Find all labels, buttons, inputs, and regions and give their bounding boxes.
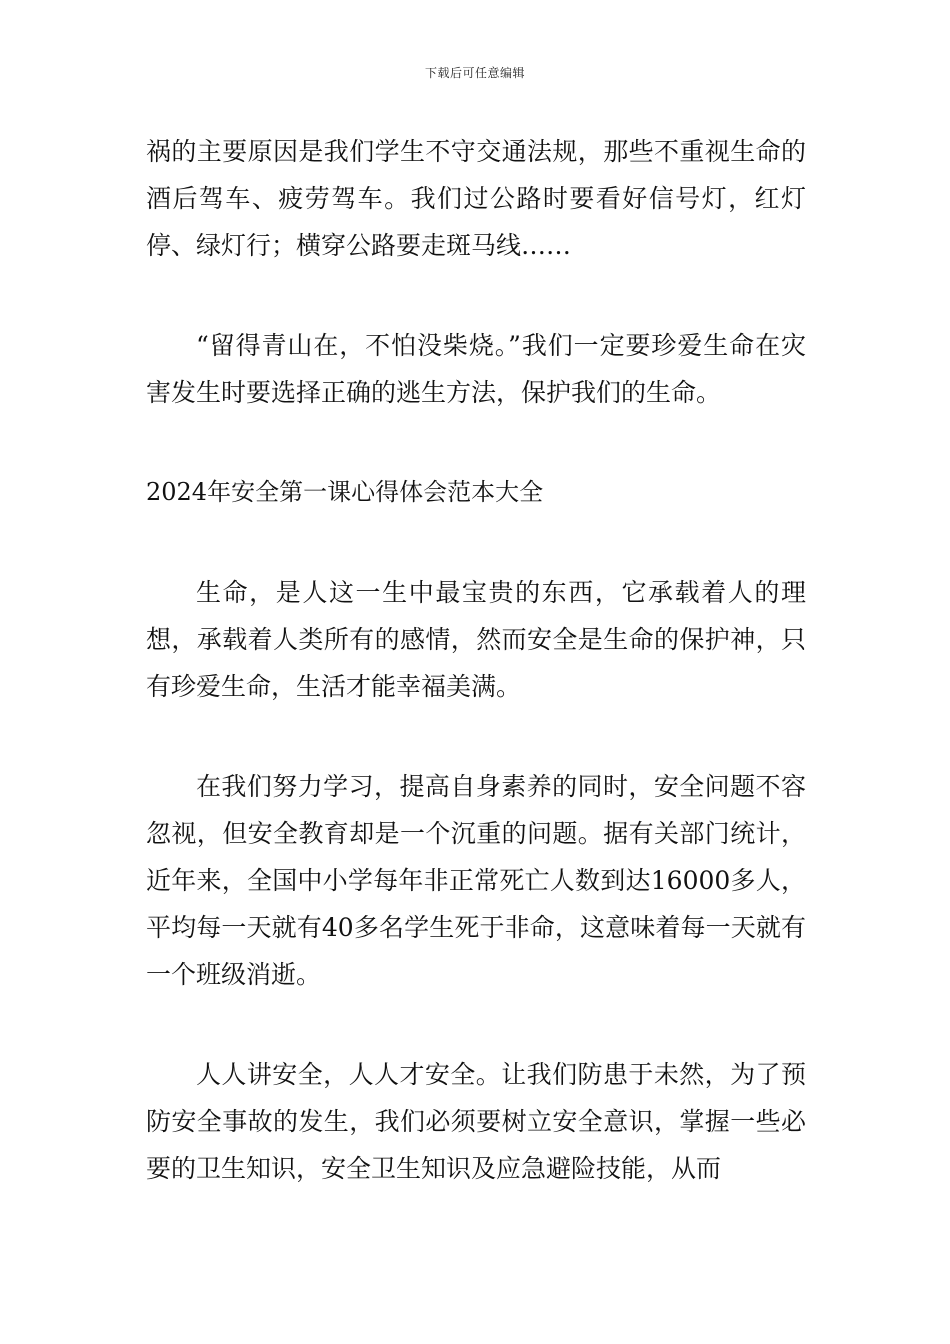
paragraph-safety-awareness: 人人讲安全，人人才安全。让我们防患于未然，为了预防安全事故的发生，我们必须要树立安全意识，掌握一些必要的卫生知识，安全卫生知识及应急避险技能，从而 [146,1060,806,1183]
document-body [146,128,806,1192]
paragraph-gap [146,269,806,322]
paragraph-traffic-rules: 祸的主要原因是我们学生不守交通法规，那些不重视生命的酒后驾车、疲劳驾车。我们过公路时要看好信号灯，红灯停、绿灯行；横穿公路要走斑马线…… [146,137,806,260]
paragraph-gap [146,710,806,763]
page-header: 下载后可任意编辑 [424,66,525,80]
section-heading: 2024年安全第一课心得体会范本大全 [146,478,544,506]
paragraph-gap [146,516,806,569]
paragraph-cherish-life: “留得青山在，不怕没柴烧。”我们一定要珍爱生命在灾害发生时要选择正确的逃生方法，保护我们的生命。 [146,331,806,407]
paragraph-gap [146,416,806,469]
paragraph-life-precious: 生命，是人这一生中最宝贵的东西，它承载着人的理想，承载着人类所有的感情，然而安全是生命的保护神，只有珍爱生命，生活才能幸福美满。 [146,578,806,701]
paragraph-safety-statistics: 在我们努力学习，提高自身素养的同时，安全问题不容忽视，但安全教育却是一个沉重的问题。据有关部门统计，近年来，全国中小学每年非正常死亡人数到达16000多人，平均每一天就有40多名学生死于非命，这意味着每一天就有一个班级消逝。 [146,772,806,989]
paragraph-gap [146,998,806,1051]
